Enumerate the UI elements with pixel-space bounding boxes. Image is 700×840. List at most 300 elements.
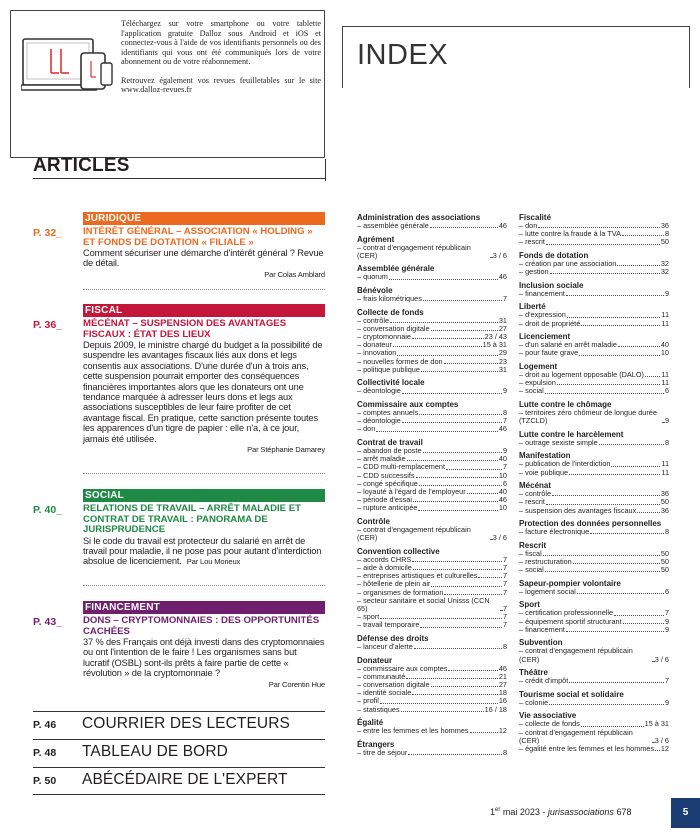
rubric-link-courrier[interactable] xyxy=(33,711,325,735)
index-heading: Fiscalité xyxy=(519,213,552,222)
index-subentry[interactable] xyxy=(519,566,669,574)
index-subentry[interactable] xyxy=(519,528,669,536)
index-subentry[interactable] xyxy=(357,358,507,366)
index-subentry-label: – congé spécifique xyxy=(357,479,418,488)
index-subentry-label: – travail temporaire xyxy=(357,621,420,630)
index-subentry-label: – donateur xyxy=(357,341,392,350)
index-subentry-label: – politique publique xyxy=(357,365,420,374)
dot-leader xyxy=(421,371,498,372)
index-subentry-label: – droit de propriété xyxy=(519,319,581,328)
dot-leader xyxy=(490,257,492,258)
dot-leader xyxy=(423,452,502,453)
page-footer xyxy=(490,807,631,817)
index-subentry[interactable] xyxy=(357,463,507,471)
articles-divider xyxy=(325,159,326,181)
index-page-ref: 6 xyxy=(664,586,669,596)
issue-date xyxy=(490,807,540,817)
dot-leader xyxy=(550,273,660,274)
article-title[interactable]: INTÉRÊT GÉNÉRAL – ASSOCIATION « HOLDING » ET FONDS DE DOTATION « FILIALE » xyxy=(83,226,313,248)
index-subentry-label: – outrage sexiste simple xyxy=(519,438,598,447)
index-page-ref: 8 xyxy=(664,229,669,239)
index-subentry[interactable] xyxy=(357,665,507,673)
rubric-title[interactable]: ABÉCÉDAIRE DE L'EXPERT xyxy=(82,771,288,788)
index-subentry[interactable] xyxy=(519,469,669,477)
index-subentry-label: – contrôle xyxy=(357,316,390,325)
index-page-ref: 10 xyxy=(498,470,507,480)
index-subentry-label: – nouvelles formes de don xyxy=(357,357,443,366)
index-page-ref: 7 xyxy=(502,293,507,303)
category-band: FISCAL xyxy=(83,304,325,317)
index-subentry[interactable] xyxy=(357,447,507,455)
index-page-ref: 6 xyxy=(664,386,669,396)
index-subentry[interactable] xyxy=(357,681,507,689)
index-subentry[interactable] xyxy=(357,564,507,572)
index-subentry-label: – rescrit xyxy=(519,238,545,247)
index-subentry[interactable] xyxy=(357,349,507,357)
dot-leader xyxy=(637,512,660,513)
index-subentry[interactable] xyxy=(519,320,669,328)
index-subentry[interactable] xyxy=(519,626,669,634)
article-title[interactable]: MÉCÉNAT – SUSPENSION DES AVANTAGES FISCAUX : ÉTAT DES LIEUX xyxy=(83,318,287,340)
index-heading: Subvention xyxy=(519,638,563,648)
index-subentry-label: – accords CHRS xyxy=(357,555,412,564)
index-subentry-label: – déontologie xyxy=(357,417,401,426)
index-entry xyxy=(519,302,669,327)
articles-heading: ARTICLES xyxy=(33,155,130,176)
index-page-ref: 46 xyxy=(498,272,507,282)
dot-leader xyxy=(581,726,644,727)
index-subentry[interactable] xyxy=(519,720,669,728)
index-heading: Défense des droits xyxy=(357,634,429,644)
index-subentry[interactable] xyxy=(519,550,669,558)
index-heading: Liberté xyxy=(519,302,546,312)
dot-leader xyxy=(662,422,664,423)
index-subentry-label: – aide à domicile xyxy=(357,564,412,572)
index-page-ref: 3 / 6 xyxy=(654,654,669,664)
index-entry xyxy=(357,718,507,735)
dotted-separator xyxy=(83,473,325,474)
index-subentry-label: – gestion xyxy=(519,268,549,277)
index-page-ref: 7 xyxy=(502,587,507,597)
index-heading: Bénévole xyxy=(357,285,393,295)
dot-leader xyxy=(431,686,498,687)
index-subentry-label: – déontologie xyxy=(357,387,401,396)
index-subentry[interactable] xyxy=(519,498,669,506)
article-author: Par Colas Amblard xyxy=(264,269,325,279)
dot-leader xyxy=(655,750,660,751)
index-subentry[interactable] xyxy=(357,589,507,597)
article-summary xyxy=(83,637,325,690)
index-subentry-label: – hôtellerie de plein air xyxy=(357,580,431,589)
index-subentry-label: – cryptomonnaie xyxy=(357,332,411,341)
rubric-title[interactable]: COURRIER DES LECTEURS xyxy=(82,715,290,732)
index-heading: Étrangers xyxy=(357,739,395,749)
dot-leader xyxy=(546,504,660,505)
index-subentry[interactable] xyxy=(519,507,669,515)
index-page-ref: 10 xyxy=(660,348,669,358)
dot-leader xyxy=(622,235,664,236)
dot-leader xyxy=(573,563,660,564)
index-page-ref: 7 xyxy=(502,563,507,572)
index-subentry[interactable] xyxy=(519,311,669,319)
index-heading: Lutte contre le chômage xyxy=(519,399,612,409)
rubric-title[interactable]: TABLEAU DE BORD xyxy=(82,743,228,760)
index-subentry-label: – facture électronique xyxy=(519,528,590,537)
dot-leader xyxy=(423,300,502,301)
index-subentry-label: – financement xyxy=(519,289,565,298)
index-subentry[interactable] xyxy=(519,618,669,626)
dot-leader xyxy=(599,444,664,445)
index-subentry[interactable] xyxy=(519,745,669,753)
index-page-ref: 12 xyxy=(660,743,669,753)
index-page-ref: 9 xyxy=(664,616,669,626)
dot-leader xyxy=(406,678,498,679)
index-subentry[interactable] xyxy=(357,417,507,425)
index-entry xyxy=(357,656,507,714)
index-heading: Contrôle xyxy=(357,517,390,526)
index-page-ref: 9 xyxy=(664,624,669,634)
index-subentry-label: – organismes de formation xyxy=(357,588,444,597)
article-author: Par Lou Morieux xyxy=(186,557,241,567)
index-page-ref: 46 xyxy=(498,495,507,505)
index-heading: Égalité xyxy=(357,718,384,728)
index-heading: Collectivité locale xyxy=(357,378,425,388)
index-page-ref: 11 xyxy=(661,310,669,320)
index-subentry-label: – commissaire aux comptes xyxy=(357,664,448,673)
index-subentry[interactable] xyxy=(357,244,507,260)
footer-separator: - xyxy=(539,807,548,817)
index-subentry[interactable] xyxy=(357,643,507,651)
index-subentry-label: – lanceur d'alerte xyxy=(357,643,413,652)
dot-leader xyxy=(431,330,498,331)
dot-leader xyxy=(545,571,660,572)
index-heading: Sapeur-pompier volontaire xyxy=(519,578,621,588)
index-subentry[interactable] xyxy=(357,295,507,303)
dot-leader xyxy=(376,431,498,432)
index-subentry-label: – abandon de poste xyxy=(357,446,422,455)
index-page-ref: 7 xyxy=(664,676,669,686)
index-subentry[interactable] xyxy=(519,588,669,596)
index-subentry-label: – sport xyxy=(357,613,380,622)
index-page-ref: 36 xyxy=(660,505,669,515)
index-heading: Manifestation xyxy=(519,451,571,461)
index-column-right xyxy=(519,213,669,758)
index-subentry[interactable] xyxy=(519,387,669,395)
index-heading: Assemblée générale xyxy=(357,264,435,274)
index-page-ref: 32 xyxy=(660,267,669,277)
promo-text xyxy=(121,19,321,95)
dot-leader xyxy=(380,703,498,704)
index-subentry[interactable] xyxy=(519,409,669,425)
index-subentry[interactable] xyxy=(519,647,669,663)
index-subentry[interactable] xyxy=(519,341,669,349)
index-page-ref: 40 xyxy=(498,487,507,496)
index-subentry-label: – entre les femmes et les hommes xyxy=(357,727,469,736)
article-summary-text: Comment sécuriser une démarche d'intérêt général ? Revue de détail. xyxy=(83,248,324,269)
article-financement[interactable] xyxy=(33,601,325,690)
dot-leader xyxy=(623,623,664,624)
index-entry xyxy=(357,213,507,230)
index-subentry[interactable] xyxy=(519,260,669,268)
article-summary xyxy=(83,248,325,280)
app-promo-box xyxy=(10,10,325,158)
index-subentry[interactable] xyxy=(357,472,507,480)
index-heading: Convention collective xyxy=(357,546,440,556)
index-subentry-label: – lutte contre la fraude à la TVA xyxy=(519,230,621,239)
index-subentry[interactable] xyxy=(357,673,507,681)
index-subentry-label: – territoires zéro chômeur de longue durée (TZCLD) xyxy=(519,408,657,426)
dot-leader xyxy=(566,295,664,296)
index-subentry-label: – restructuration xyxy=(519,557,572,566)
index-column-left xyxy=(357,213,507,761)
index-subentry-label: – d'un salarié en arrêt maladie xyxy=(519,341,617,350)
index-subentry[interactable] xyxy=(519,290,669,298)
journal-name: jurisassociations xyxy=(547,807,614,817)
index-entry xyxy=(519,690,669,707)
dot-leader xyxy=(543,555,660,556)
devices-illustration-icon xyxy=(21,33,113,95)
index-subentry[interactable] xyxy=(357,572,507,580)
index-subentry[interactable] xyxy=(357,455,507,463)
dot-leader xyxy=(652,742,654,743)
index-subentry[interactable] xyxy=(357,556,507,564)
rubric-link-tableau[interactable] xyxy=(33,739,325,763)
index-subentry[interactable] xyxy=(519,230,669,238)
index-heading: Rescrit xyxy=(519,540,547,550)
index-page-ref: 36 xyxy=(660,489,669,499)
index-heading: Vie associative xyxy=(519,711,577,721)
index-subentry-label: – profil xyxy=(357,697,379,706)
index-heading: Commissaire aux comptes xyxy=(357,399,459,409)
article-summary xyxy=(83,536,325,568)
dotted-separator xyxy=(83,289,325,290)
index-subentry[interactable] xyxy=(519,371,669,379)
article-page: P. 32_ xyxy=(33,227,63,239)
index-entry xyxy=(519,400,669,425)
index-page-ref: 8 xyxy=(664,527,669,537)
dot-leader xyxy=(420,627,501,628)
article-title[interactable]: DONS – CRYPTOMONNAIES : DES OPPORTUNITÉS CACHÉES xyxy=(83,615,320,637)
index-subentry[interactable] xyxy=(357,526,507,542)
index-subentry[interactable] xyxy=(357,425,507,433)
dot-leader xyxy=(402,393,502,394)
dot-leader xyxy=(418,510,497,511)
dot-leader xyxy=(444,363,498,364)
index-subentry-label: – fiscal xyxy=(519,549,542,558)
index-page-ref: 8 xyxy=(502,747,507,757)
index-subentry[interactable] xyxy=(357,488,507,496)
index-subentry-label: – CDD successifs xyxy=(357,471,415,480)
index-entry xyxy=(519,481,669,515)
index-subentry[interactable] xyxy=(357,480,507,488)
index-subentry[interactable] xyxy=(357,613,507,621)
index-page-ref: 29 xyxy=(498,348,507,358)
dot-leader xyxy=(567,317,661,318)
index-entry xyxy=(519,579,669,596)
index-subentry[interactable] xyxy=(357,409,507,417)
dot-leader xyxy=(430,227,498,228)
index-subentry[interactable] xyxy=(357,273,507,281)
dot-leader xyxy=(467,493,498,494)
index-page-ref: 50 xyxy=(660,548,669,558)
index-subentry[interactable] xyxy=(519,490,669,498)
article-author: Par Corentin Hue xyxy=(268,679,325,689)
index-subentry-label: – contrôle xyxy=(519,490,552,499)
index-subentry[interactable] xyxy=(357,387,507,395)
index-subentry[interactable] xyxy=(357,366,507,374)
index-page-ref: 31 xyxy=(498,315,507,325)
index-page-ref: 7 xyxy=(502,620,507,630)
index-page-ref: 11 xyxy=(661,467,669,477)
index-subentry[interactable] xyxy=(519,729,669,745)
index-subentry-label: – quorum xyxy=(357,273,388,282)
index-subentry-label: – égalité entre les femmes et les hommes xyxy=(519,744,655,753)
index-subentry-label: – collecte de fonds xyxy=(519,720,580,729)
article-social[interactable] xyxy=(33,489,325,568)
index-page-ref: 23 / 43 xyxy=(484,331,507,341)
index-subentry[interactable] xyxy=(357,504,507,512)
index-subentry-label: – assemblée générale xyxy=(357,222,429,230)
index-subentry-label: – logement social xyxy=(519,587,576,596)
index-subentry-label: – don xyxy=(519,222,538,230)
dot-leader xyxy=(552,495,660,496)
index-page-ref: 11 xyxy=(661,318,669,328)
index-subentry[interactable] xyxy=(519,439,669,447)
index-page-ref: 32 xyxy=(660,259,669,268)
index-subentry-label: – pour faute grave xyxy=(519,349,579,358)
article-page: P. 43_ xyxy=(33,616,63,628)
index-heading: Agrément xyxy=(357,234,395,244)
index-subentry-label: – publication de l'interdiction xyxy=(519,460,611,469)
index-subentry[interactable] xyxy=(357,496,507,504)
index-subentry[interactable] xyxy=(519,238,669,246)
index-entry xyxy=(357,308,507,374)
dot-leader xyxy=(549,704,664,705)
index-entry xyxy=(519,638,669,663)
index-subentry[interactable] xyxy=(519,460,669,468)
dot-leader xyxy=(579,355,660,356)
page-number: 5 xyxy=(671,798,700,828)
index-entry xyxy=(519,541,669,575)
article-summary-text: 37 % des Français ont déjà investi dans des cryptomonnaies ou ont l'intention de le faire ! Les organismes sans but lucratif (OSBL) sont-ils prêts à faire partie de cette « révolution » de la cryptomonnaie ? xyxy=(83,637,325,679)
index-subentry[interactable] xyxy=(357,341,507,349)
index-entry xyxy=(519,668,669,685)
dot-leader xyxy=(416,477,498,478)
dot-leader xyxy=(538,227,660,228)
index-subentry-label: – création par une association xyxy=(519,260,617,268)
index-subentry[interactable] xyxy=(357,689,507,697)
dot-leader xyxy=(546,244,660,245)
dot-leader xyxy=(652,661,654,662)
index-subentry[interactable] xyxy=(519,349,669,357)
dot-leader xyxy=(402,422,502,423)
index-page-ref: 7 xyxy=(502,416,507,426)
article-fiscal[interactable] xyxy=(33,304,325,455)
index-page-ref: 50 xyxy=(660,237,669,247)
index-page-ref: 8 xyxy=(502,407,507,417)
index-subentry-label: – titre de séjour xyxy=(357,748,408,757)
index-page-ref: 12 xyxy=(498,726,507,736)
index-subentry[interactable] xyxy=(357,580,507,588)
dot-leader xyxy=(470,732,498,733)
article-title[interactable]: RELATIONS DE TRAVAIL – ARRÊT MALADIE ET CONTRAT DE TRAVAIL : PANORAMA DE JURISPRUDENCE xyxy=(83,503,301,535)
index-subentry[interactable] xyxy=(357,597,507,613)
index-heading: Collecte de fonds xyxy=(357,307,424,317)
index-entry xyxy=(519,332,669,357)
index-subentry-label: – contrat d'engagement républicain (CER) xyxy=(357,243,471,260)
index-entry xyxy=(357,400,507,434)
index-subentry[interactable] xyxy=(519,699,669,707)
category-band: FINANCEMENT xyxy=(83,601,325,614)
dot-leader xyxy=(545,393,664,394)
index-subentry-label: – financement xyxy=(519,625,565,634)
index-subentry-label: – équipement sportif structurant xyxy=(519,617,622,626)
dot-leader xyxy=(389,279,498,280)
index-subentry[interactable] xyxy=(357,727,507,735)
dot-leader xyxy=(413,569,502,570)
index-page-ref: 7 xyxy=(502,554,507,564)
index-subentry-label: – période d'essai xyxy=(357,496,412,505)
dot-leader xyxy=(566,631,664,632)
index-subentry[interactable] xyxy=(357,706,507,714)
dot-leader xyxy=(401,711,484,712)
index-heading: Inclusion sociale xyxy=(519,280,584,290)
index-subentry[interactable] xyxy=(519,222,669,230)
index-page-ref: 46 xyxy=(498,221,507,230)
index-subentry-label: – secteur sanitaire et social Unisss (CCN 65) xyxy=(357,596,490,614)
index-entry xyxy=(357,378,507,395)
index-subentry-label: – statistiques xyxy=(357,705,400,714)
index-subentry[interactable] xyxy=(357,317,507,325)
index-subentry[interactable] xyxy=(357,222,507,230)
index-page-ref: 40 xyxy=(660,340,669,350)
index-page-ref: 21 xyxy=(498,671,507,681)
rubric-link-abecedaire[interactable] xyxy=(33,767,325,795)
dot-leader xyxy=(393,346,482,347)
index-subentry[interactable] xyxy=(357,621,507,629)
promo-paragraph-app: Téléchargez sur votre smartphone ou votre tablette l'application gratuite Dalloz sous Android et iOS et connectez-vous à l'aide de vos identifiants personnels ou des identifiants qui vous ont été communiqués lors de votre abonnement ou de votre réabonnement. xyxy=(121,19,321,66)
index-heading: Contrat de travail xyxy=(357,437,423,447)
dot-leader xyxy=(419,414,502,415)
index-subentry-label: – social xyxy=(519,566,544,575)
category-band: SOCIAL xyxy=(83,489,325,502)
index-heading: Lutte contre le harcèlement xyxy=(519,429,624,439)
index-page-ref: 3 / 6 xyxy=(654,735,669,745)
index-subentry[interactable] xyxy=(519,609,669,617)
index-subentry-label: – contrat d'engagement républicain (CER) xyxy=(519,647,633,664)
index-page-ref: 16 / 18 xyxy=(484,704,507,714)
index-subentry-label: – contrat d'engagement républicain (CER) xyxy=(357,526,471,543)
dot-leader xyxy=(581,325,660,326)
issue-number: 678 xyxy=(616,807,632,817)
index-subentry[interactable] xyxy=(519,268,669,276)
index-page-ref: 46 xyxy=(498,424,507,434)
article-juridique[interactable] xyxy=(33,212,325,280)
index-page-ref: 7 xyxy=(502,612,507,622)
index-page-ref: 9 xyxy=(664,416,669,426)
index-subentry[interactable] xyxy=(519,379,669,387)
index-subentry-label: – voie publique xyxy=(519,468,569,477)
dot-leader xyxy=(390,322,498,323)
index-page-ref: 23 xyxy=(498,356,507,366)
dot-leader xyxy=(490,539,492,540)
index-subentry[interactable] xyxy=(519,677,669,685)
index-subentry[interactable] xyxy=(357,749,507,757)
dot-leader xyxy=(577,593,664,594)
index-page-ref: 46 xyxy=(498,663,507,673)
index-entry xyxy=(357,438,507,513)
index-subentry[interactable] xyxy=(519,558,669,566)
